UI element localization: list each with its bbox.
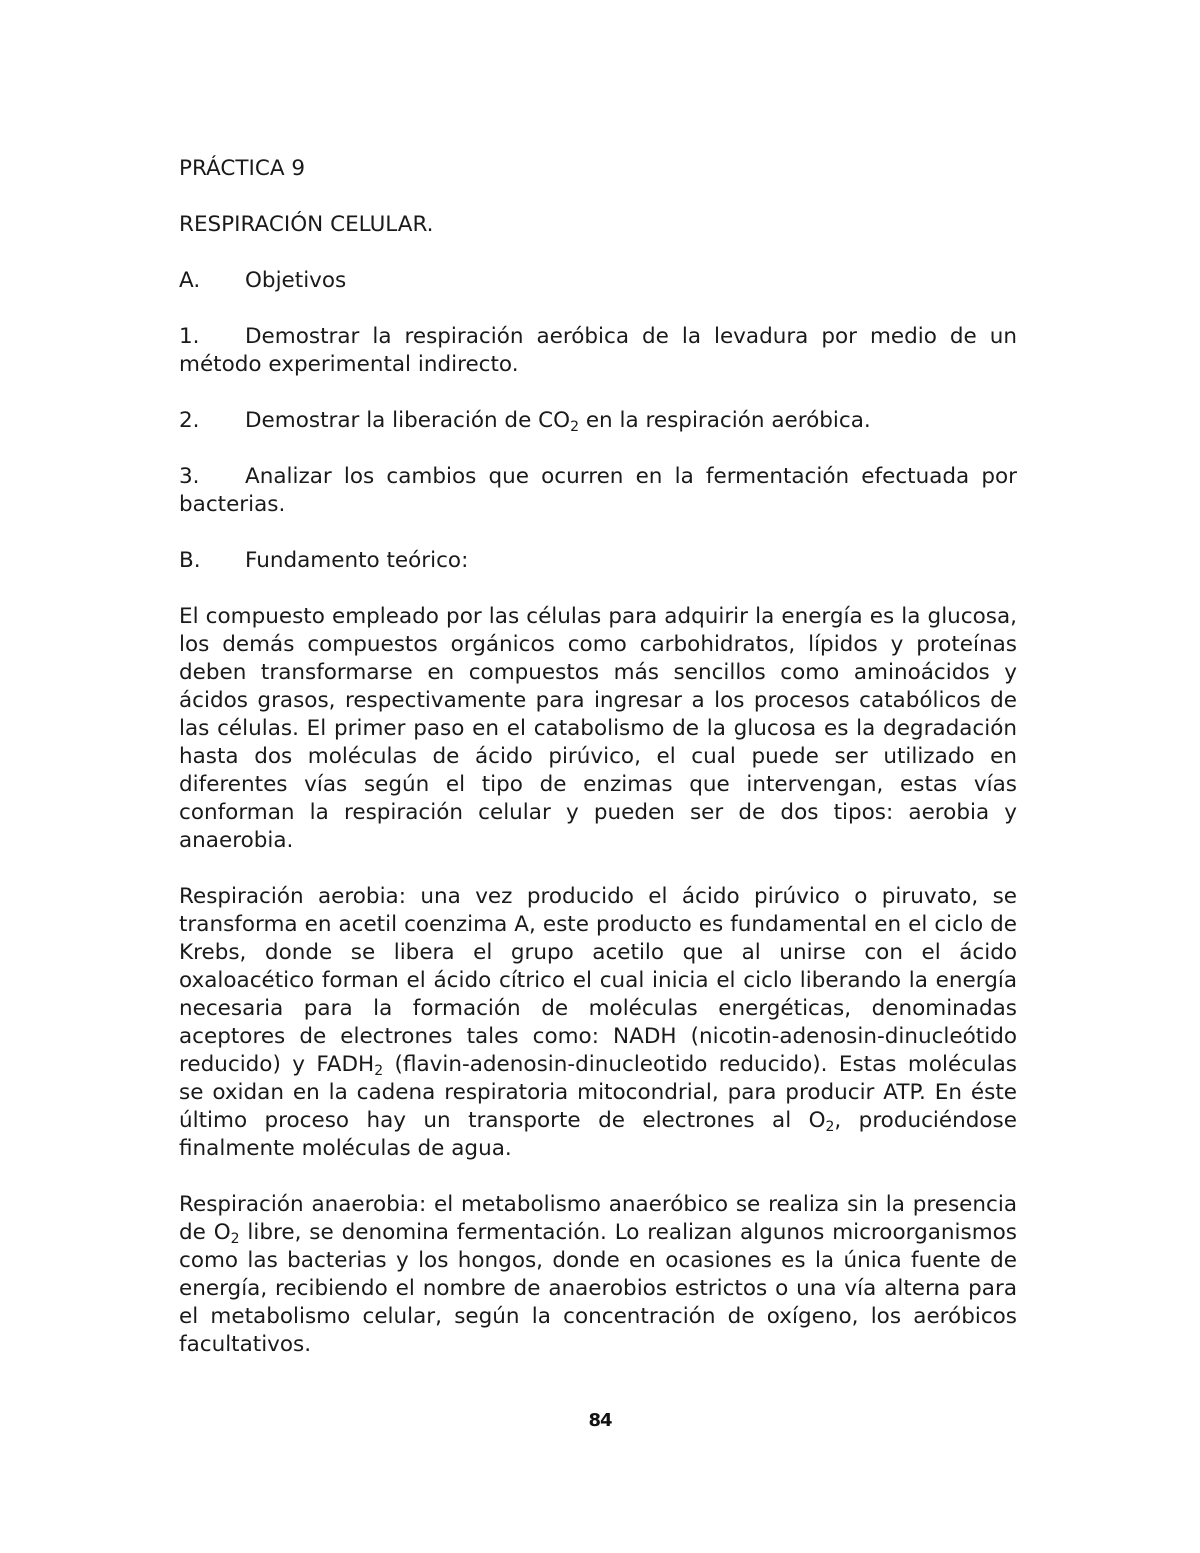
topic-title: RESPIRACIÓN CELULAR. xyxy=(179,212,434,237)
paragraph-aerobic-respiration xyxy=(179,883,1017,1163)
objective-2-text xyxy=(245,407,871,435)
objective-2-text-before: Demostrar la liberación de CO xyxy=(245,408,571,433)
anaerobic-text-2: libre, se denomina fermentación. Lo realizan algunos microorganismos como las bacterias y los hongos, donde en ocasiones es la única fuente de energía, recibiendo el nombre de anaerobios estrictos o una vía alterna para el metabolismo celular, según la concentración de oxígeno, los aeróbicos facultativos. xyxy=(179,1220,1017,1357)
section-a-marker: A. xyxy=(179,268,201,293)
section-a-label: Objetivos xyxy=(245,268,347,293)
objective-2-number: 2. xyxy=(179,408,200,433)
o2-subscript: 2 xyxy=(825,1119,835,1135)
objective-1 xyxy=(179,323,1017,379)
paragraph-anaerobic-respiration xyxy=(179,1191,1017,1359)
page-number: 84 xyxy=(588,1410,612,1431)
objective-3 xyxy=(179,463,1017,519)
objective-2 xyxy=(179,407,1017,435)
section-b-marker: B. xyxy=(179,548,201,573)
objective-3-text: Analizar los cambios que ocurren en la fermentación efectuada por bacterias. xyxy=(179,464,1017,517)
objective-1-text: Demostrar la respiración aeróbica de la levadura por medio de un método experimental indirecto. xyxy=(179,324,1017,377)
practice-title: PRÁCTICA 9 xyxy=(179,156,306,181)
paragraph-glucose: El compuesto empleado por las células para adquirir la energía es la glucosa, los demás compuestos orgánicos como carbohidratos, lípidos y proteínas deben transformarse en compuestos más sencillos como aminoácidos y ácidos grasos, respectivamente para ingresar a los procesos catabólicos de las células. El primer paso en el catabolismo de la glucosa es la degradación hasta dos moléculas de ácido pirúvico, el cual puede ser utilizado en diferentes vías según el tipo de enzimas que intervengan, estas vías conforman la respiración celular y pueden ser de dos tipos: aerobia y anaerobia. xyxy=(179,604,1017,853)
o2-subscript-anaerobic: 2 xyxy=(230,1231,240,1247)
aerobic-text-2: (flavin-adenosin-dinucleotido reducido). Estas moléculas se oxidan en la cadena respiratoria mitocondrial, para producir ATP. En éste último proceso hay un transporte de electrones al O xyxy=(179,1052,1017,1133)
section-b-label: Fundamento teórico: xyxy=(245,548,469,573)
objective-1-number: 1. xyxy=(179,324,200,349)
co2-subscript: 2 xyxy=(570,419,579,435)
document-body xyxy=(179,155,1017,1359)
fadh2-subscript: 2 xyxy=(374,1063,384,1079)
section-a-heading xyxy=(179,267,1017,295)
objective-2-text-after: en la respiración aeróbica. xyxy=(579,408,871,433)
aerobic-text-1: Respiración aerobia: una vez producido el ácido pirúvico o piruvato, se transforma en acetil coenzima A, este producto es fundamental en el ciclo de Krebs, donde se libera el grupo acetilo que al unirse con el ácido oxaloacético forman el ácido cítrico el cual inicia el ciclo liberando la energía necesaria para la formación de moléculas energéticas, denominadas aceptores de electrones tales como: NADH (nicotin-adenosin-dinucleótido reducido) y FADH xyxy=(179,884,1017,1077)
anaerobic-text-1: Respiración anaerobia: el metabolismo anaeróbico se realiza sin la presencia de O xyxy=(179,1192,1017,1245)
objective-3-number: 3. xyxy=(179,464,200,489)
section-b-heading xyxy=(179,547,1017,575)
aerobic-text-3: , produciéndose finalmente moléculas de agua. xyxy=(179,1108,1017,1161)
